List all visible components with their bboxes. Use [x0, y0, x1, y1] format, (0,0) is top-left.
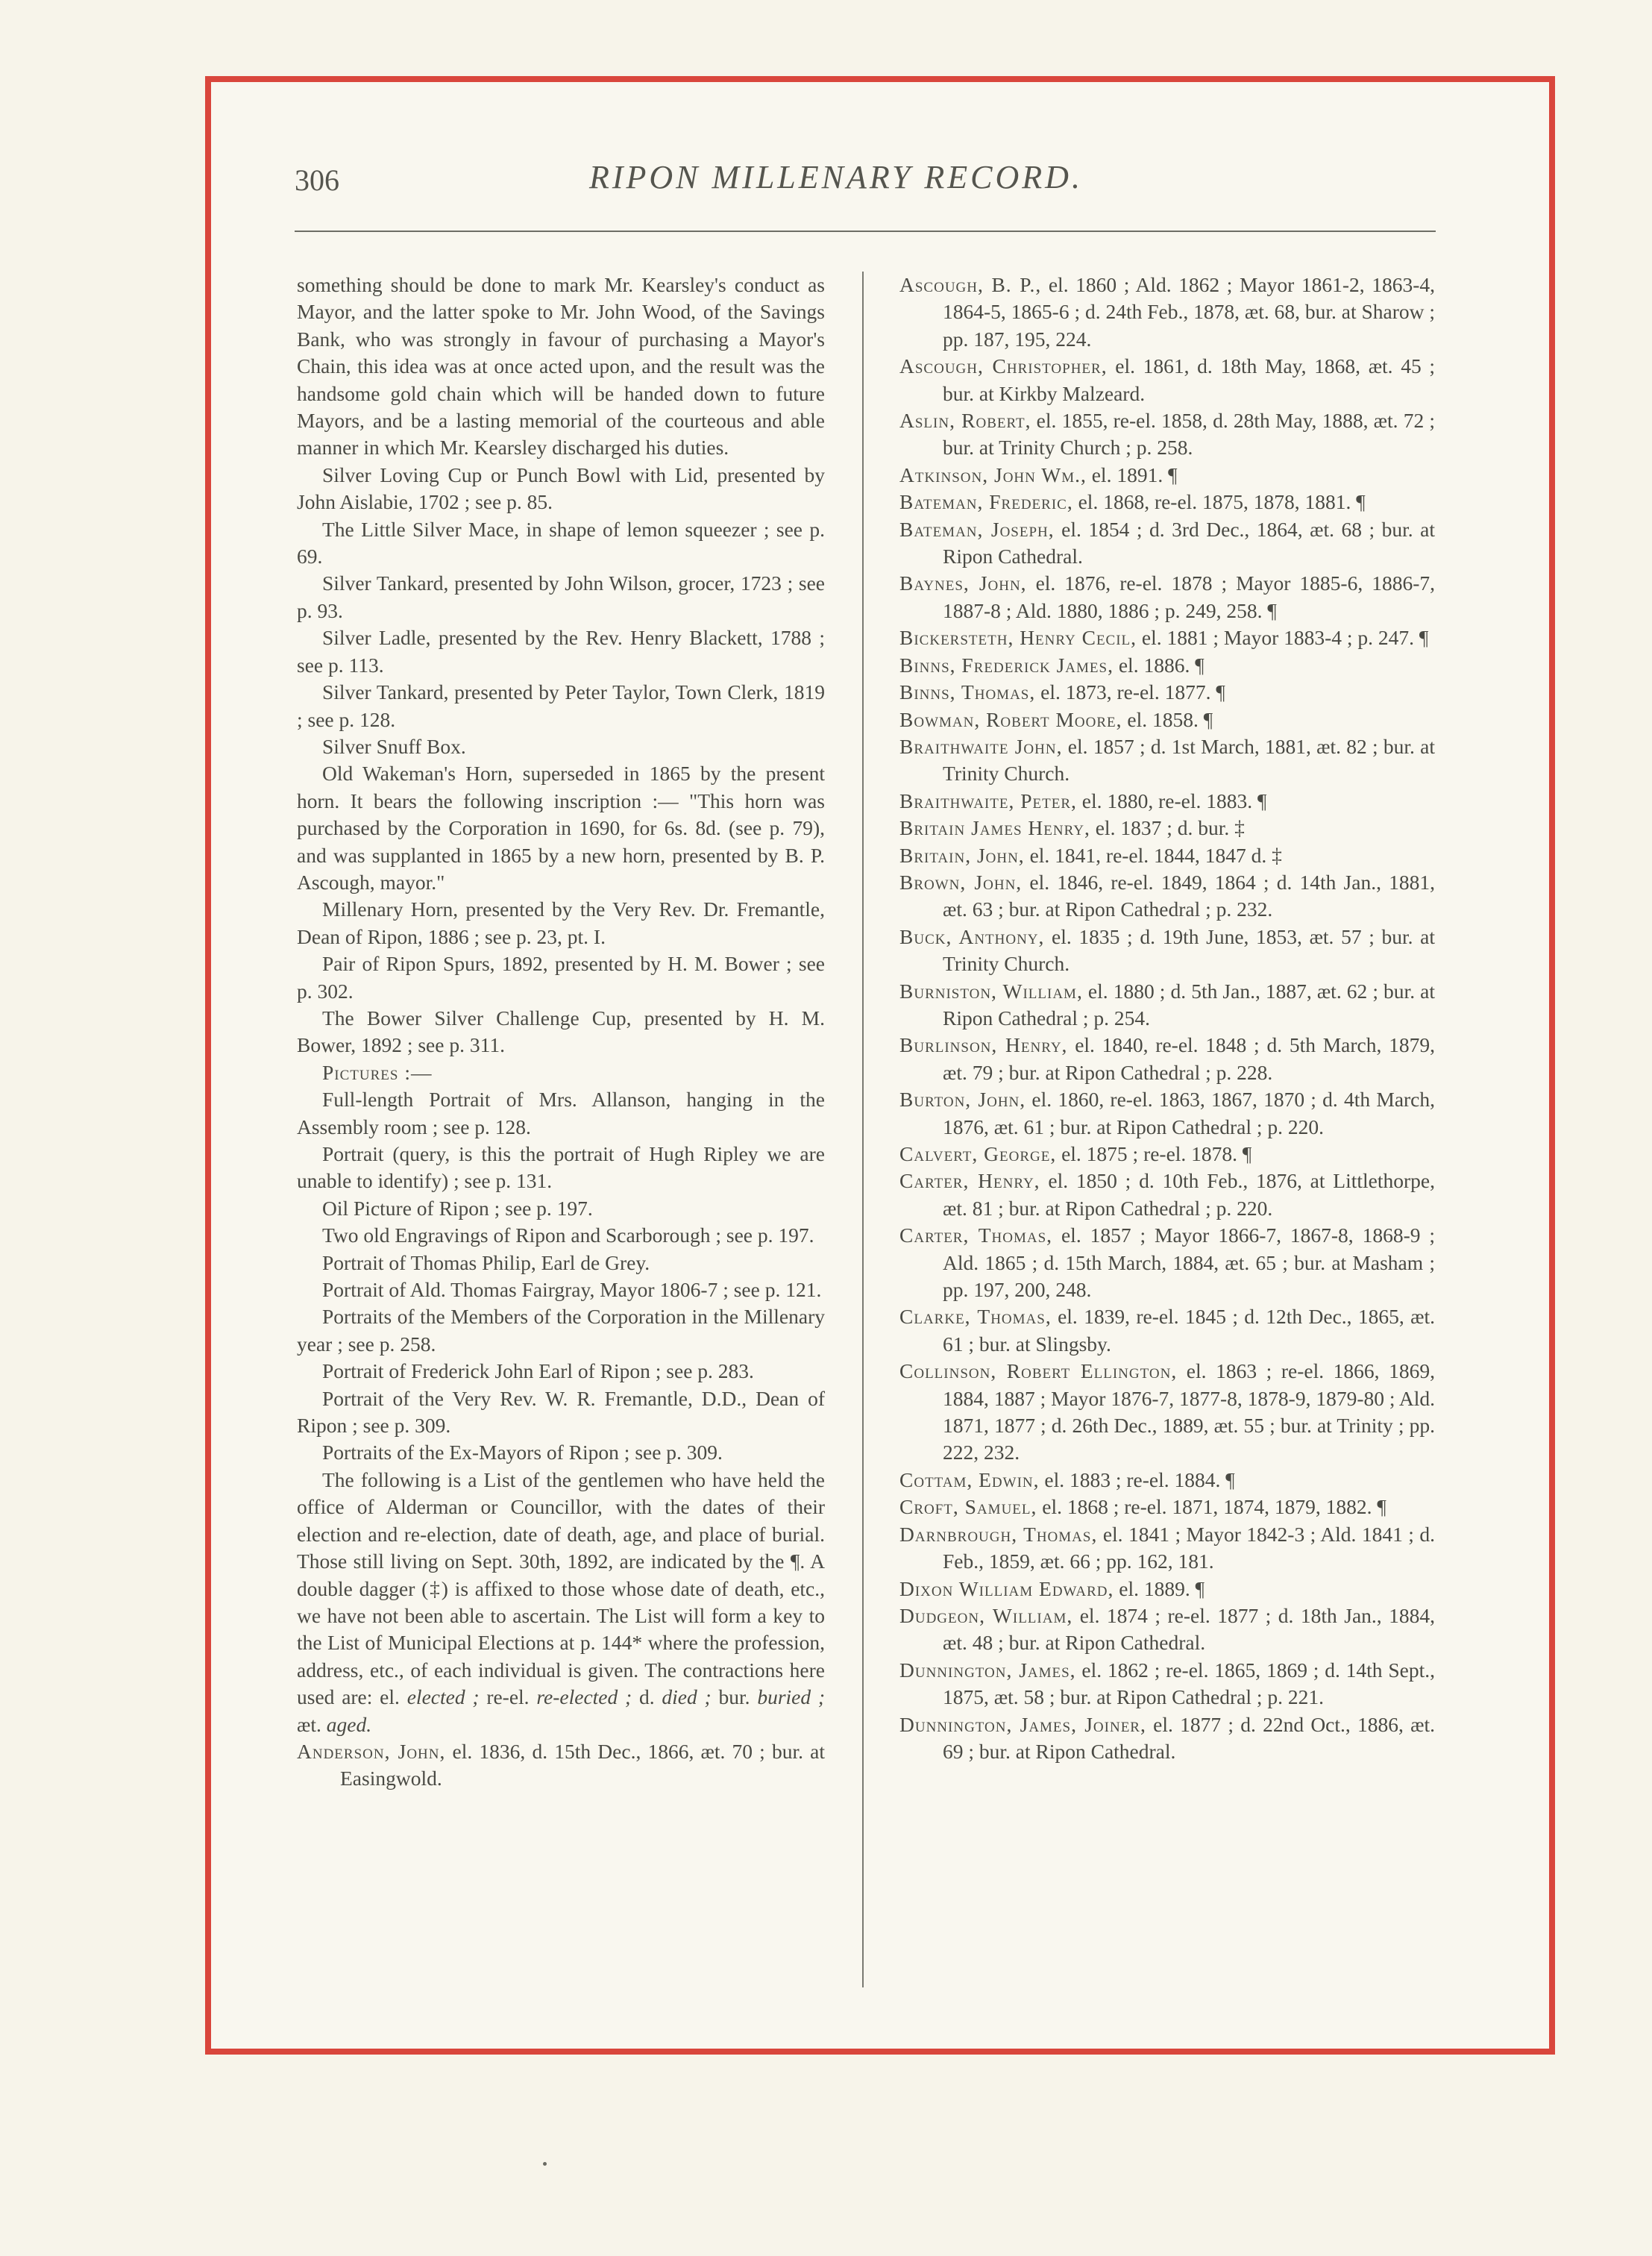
entry-name: Brown, John, [899, 870, 1023, 894]
page-number: 306 [295, 163, 339, 197]
abbreviation: æt. [297, 1712, 321, 1736]
abbreviation: re-el. [486, 1685, 530, 1709]
entry-text: el. 1841 ; Mayor 1842-3 ; Ald. 1841 ; d. Feb., 1859, æt. 66 ; pp. 162, 181. [943, 1522, 1436, 1573]
paragraph: Portrait of the Very Rev. W. R. Fremantle, D.D., Dean of Ripon ; see p. 309. [297, 1386, 825, 1438]
left-column [297, 272, 825, 1793]
column-rule [862, 272, 864, 1987]
list-entry [899, 489, 1435, 516]
list-entry [899, 924, 1435, 978]
entry-text: el. 1835 ; d. 19th June, 1853, æt. 57 ; bur. at Trinity Church. [943, 924, 1435, 976]
list-entry [899, 1576, 1435, 1602]
paragraph: Portraits of the Ex-Mayors of Ripon ; see p. 309. [322, 1441, 723, 1464]
entry-text: el. 1881 ; Mayor 1883-4 ; p. 247. ¶ [1141, 626, 1429, 650]
list-entry [899, 706, 1435, 733]
entry-name: Baynes, John, [899, 571, 1027, 595]
entry-text: el. 1846, re-el. 1849, 1864 ; d. 14th Jan., 1881, æt. 63 ; bur. at Ripon Cathedral ; p. 232. [943, 870, 1436, 921]
entry-name: Burlinson, Henry, [899, 1033, 1068, 1057]
list-entry [899, 1086, 1435, 1141]
entry-text: el. 1874 ; re-el. 1877 ; d. 18th Jan., 1884, æt. 48 ; bur. at Ripon Cathedral. [943, 1603, 1436, 1655]
paragraph: Full-length Portrait of Mrs. Allanson, hanging in the Assembly room ; see p. 128. [297, 1088, 825, 1138]
list-entry [899, 353, 1435, 407]
entry-name: Bickersteth, Henry Cecil, [899, 626, 1137, 650]
entry-text: el. 1868, re-el. 1875, 1878, 1881. ¶ [1078, 490, 1366, 514]
paragraph: Silver Ladle, presented by the Rev. Henry Blackett, 1788 ; see p. 113. [297, 626, 825, 677]
list-entry [899, 1358, 1435, 1467]
list-entry [899, 407, 1435, 462]
entry-text: el. 1880 ; d. 5th Jan., 1887, æt. 62 ; bur. at Ripon Cathedral ; p. 254. [943, 979, 1435, 1030]
list-entry [899, 1168, 1435, 1222]
entry-text: el. 1891. ¶ [1091, 463, 1178, 486]
entry-text: el. 1873, re-el. 1877. ¶ [1040, 680, 1225, 704]
entry-name: Dunnington, James, [899, 1658, 1076, 1682]
list-entry [899, 815, 1435, 842]
paragraph: The Bower Silver Challenge Cup, presented by H. M. Bower, 1892 ; see p. 311. [297, 1006, 825, 1057]
list-entry [899, 570, 1435, 624]
entry-name: Atkinson, John Wm., [899, 463, 1087, 486]
entry-text: el. 1862 ; re-el. 1865, 1869 ; d. 14th Sept., 1875, æt. 58 ; bur. at Ripon Cathedral ; p. 221. [943, 1658, 1436, 1709]
entry-name: Ascough, Christopher, [899, 354, 1108, 378]
list-entry [899, 1032, 1435, 1086]
abbreviation-meaning: died ; [662, 1685, 712, 1709]
entry-name: Braithwaite, Peter, [899, 789, 1077, 812]
abbreviation-meaning: re-elected ; [536, 1685, 632, 1709]
list-entry [899, 272, 1435, 353]
paragraph: Pair of Ripon Spurs, 1892, presented by H. M. Bower ; see p. 302. [297, 952, 825, 1003]
list-entry [297, 1738, 825, 1793]
list-entry [899, 1141, 1435, 1168]
entry-name: Britain James Henry, [899, 816, 1090, 840]
entry-text: el. 1857 ; d. 1st March, 1881, æt. 82 ; bur. at Trinity Church. [943, 734, 1436, 786]
entry-text: el. 1850 ; d. 10th Feb., 1876, at Littlethorpe, æt. 81 ; bur. at Ripon Cathedral ; p. 220. [943, 1169, 1436, 1220]
entry-text: el. 1858. ¶ [1127, 707, 1213, 731]
entry-text: el. 1889. ¶ [1119, 1576, 1205, 1600]
entry-name: Bowman, Robert Moore, [899, 707, 1122, 731]
abbreviation-meaning: aged. [326, 1712, 372, 1736]
list-entry [899, 1222, 1435, 1303]
paragraph: Two old Engravings of Ripon and Scarborough ; see p. 197. [322, 1223, 814, 1247]
entry-text: el. 1837 ; d. bur. ‡ [1095, 816, 1245, 840]
ink-speck [543, 2162, 547, 2166]
paragraph: Portrait (query, is this the portrait of Hugh Ripley we are unable to identify) ; see p. 131. [297, 1142, 825, 1193]
entry-name: Croft, Samuel, [899, 1495, 1037, 1519]
paragraph: Old Wakeman's Horn, superseded in 1865 by the present horn. It bears the following inscription :— "This horn was purchased by the Corporation in 1690, for 6s. 8d. (see p. 79), and was supplanted in 1865 by a new horn, presented by B. P. Ascough, mayor." [297, 762, 825, 894]
entry-name: Burniston, William, [899, 979, 1083, 1003]
list-entry [899, 1711, 1435, 1766]
list-entry [899, 978, 1435, 1033]
list-entry [899, 788, 1435, 815]
list-entry [899, 869, 1435, 924]
abbreviation: d. [639, 1685, 655, 1709]
entry-text: el. 1875 ; re-el. 1878. ¶ [1061, 1142, 1252, 1165]
section-heading: Pictures :— [322, 1060, 433, 1084]
entry-text: el. 1886. ¶ [1118, 653, 1205, 677]
entry-text: el. 1877 ; d. 22nd Oct., 1886, æt. 69 ; bur. at Ripon Cathedral. [943, 1712, 1435, 1763]
paragraph: Oil Picture of Ripon ; see p. 197. [322, 1196, 593, 1220]
paragraph: Portrait of Ald. Thomas Fairgray, Mayor 1806-7 ; see p. 121. [322, 1278, 822, 1302]
entry-name: Binns, Thomas, [899, 680, 1036, 704]
list-entry [899, 1467, 1435, 1494]
list-entry [899, 1303, 1435, 1358]
list-entry [899, 624, 1435, 651]
paragraph: something should be done to mark Mr. Kearsley's conduct as Mayor, and the latter spoke to Mr. John Wood, of the Savings Bank, who was strongly in favour of purchasing a Mayor's Chain, this idea was at once acted upon, and the result was the handsome gold chain which will be handed down to future Mayors, and be a lasting memorial of the courteous and able manner in which Mr. Kearsley discharged his duties. [297, 273, 825, 460]
entry-text: el. 1860, re-el. 1863, 1867, 1870 ; d. 4th March, 1876, æt. 61 ; bur. at Ripon Cathedral ; p. 220. [943, 1088, 1436, 1138]
entry-name: Bateman, Frederic, [899, 490, 1073, 514]
list-entry [899, 1494, 1435, 1520]
entry-name: Binns, Frederick James, [899, 653, 1114, 677]
entry-name: Dudgeon, William, [899, 1603, 1073, 1627]
list-entry [899, 1521, 1435, 1576]
entry-name: Darnbrough, Thomas, [899, 1522, 1098, 1546]
abbreviation: bur. [718, 1685, 750, 1709]
entry-text: el. 1863 ; re-el. 1866, 1869, 1884, 1887 ; Mayor 1876-7, 1877-8, 1878-9, 1879-80 ; Ald. 1871, 1877 ; d. 26th Dec., 1889, æt. 55 ; bur. at Trinity ; pp. 222, 232. [943, 1359, 1435, 1464]
entry-name: Carter, Thomas, [899, 1223, 1053, 1247]
list-entry [899, 679, 1435, 706]
paragraph: Silver Tankard, presented by Peter Taylor, Town Clerk, 1819 ; see p. 128. [297, 680, 825, 731]
entry-name: Cottam, Edwin, [899, 1467, 1040, 1491]
entry-text: el. 1841, re-el. 1844, 1847 d. ‡ [1029, 843, 1282, 867]
entry-name: Aslin, Robert, [899, 409, 1031, 433]
abbreviation-meaning: buried ; [757, 1685, 826, 1709]
entry-text: el. 1839, re-el. 1845 ; d. 12th Dec., 1865, æt. 61 ; bur. at Slingsby. [943, 1305, 1435, 1356]
paragraph: Portrait of Thomas Philip, Earl de Grey. [322, 1250, 650, 1274]
list-entry [899, 462, 1435, 489]
paragraph: Silver Snuff Box. [322, 734, 466, 758]
entry-name: Britain, John, [899, 843, 1025, 867]
right-column [899, 272, 1435, 1765]
entry-text: el. 1836, d. 15th Dec., 1866, æt. 70 ; bur. at Easingwold. [340, 1739, 826, 1790]
entry-text: el. 1860 ; Ald. 1862 ; Mayor 1861-2, 1863-4, 1864-5, 1865-6 ; d. 24th Feb., 1878, æt. 68, bur. at Sharow ; pp. 187, 195, 224. [943, 273, 1436, 351]
entry-name: Collinson, Robert Ellington, [899, 1359, 1178, 1383]
abbreviation-meaning: elected ; [406, 1685, 480, 1709]
paragraph: The Little Silver Mace, in shape of lemon squeezer ; see p. 69. [297, 517, 825, 568]
paragraph: Portraits of the Members of the Corporation in the Millenary year ; see p. 258. [297, 1305, 825, 1356]
entry-text: el. 1861, d. 18th May, 1868, æt. 45 ; bur. at Kirkby Malzeard. [943, 354, 1436, 405]
entry-text: el. 1840, re-el. 1848 ; d. 5th March, 1879, æt. 79 ; bur. at Ripon Cathedral ; p. 228. [943, 1033, 1436, 1084]
entry-name: Dunnington, James, Joiner, [899, 1712, 1146, 1736]
paragraph: Silver Tankard, presented by John Wilson, grocer, 1723 ; see p. 93. [297, 571, 825, 622]
entry-name: Carter, Henry, [899, 1169, 1040, 1193]
paragraph: Millenary Horn, presented by the Very Rev. Dr. Fremantle, Dean of Ripon, 1886 ; see p. 23, pt. I. [297, 897, 825, 948]
list-entry [899, 1602, 1435, 1657]
entry-name: Burton, John, [899, 1088, 1026, 1112]
list-entry [899, 652, 1435, 679]
entry-name: Clarke, Thomas, [899, 1305, 1052, 1329]
entry-text: el. 1876, re-el. 1878 ; Mayor 1885-6, 1886-7, 1887-8 ; Ald. 1880, 1886 ; p. 249, 258. ¶ [943, 571, 1435, 622]
list-entry [899, 733, 1435, 788]
intro-text: The following is a List of the gentlemen who have held the office of Alderman or Councillor, with the dates of their election and re-election, date of death, age, and place of burial. Those still living on Sept. 30th, 1892, are indicated by the ¶. A double dagger (‡) is affixed to those whose date of death, etc., we have not been able to ascertain. The List will form a key to the List of Municipal Elections at p. 144* where the profession, address, etc., of each individual is given. The contractions here used are: el. [297, 1467, 825, 1709]
entry-name: Calvert, George, [899, 1142, 1057, 1165]
paragraph: Portrait of Frederick John Earl of Ripon ; see p. 283. [322, 1359, 754, 1383]
list-entry [899, 516, 1435, 571]
entry-text: el. 1880, re-el. 1883. ¶ [1081, 789, 1267, 812]
entry-name: Braithwaite John, [899, 734, 1063, 758]
entry-name: Anderson, John, [297, 1739, 446, 1763]
paragraph: Silver Loving Cup or Punch Bowl with Lid, presented by John Aislabie, 1702 ; see p. 85. [297, 463, 825, 514]
entry-name: Dixon William Edward, [899, 1576, 1114, 1600]
entry-text: el. 1854 ; d. 3rd Dec., 1864, æt. 68 ; bur. at Ripon Cathedral. [943, 517, 1436, 568]
entry-text: el. 1857 ; Mayor 1866-7, 1867-8, 1868-9 ; Ald. 1865 ; d. 15th March, 1884, æt. 65 ; bur. at Masham ; pp. 197, 200, 248. [943, 1223, 1436, 1302]
list-introduction [297, 1467, 825, 1738]
entry-text: el. 1855, re-el. 1858, d. 28th May, 1888, æt. 72 ; bur. at Trinity Church ; p. 258. [943, 409, 1436, 460]
header-rule [295, 231, 1436, 232]
list-entry [899, 1657, 1435, 1711]
list-entry [899, 842, 1435, 869]
running-title: RIPON MILLENARY RECORD. [589, 159, 1083, 195]
entry-name: Buck, Anthony, [899, 924, 1045, 948]
entry-name: Ascough, B. P., [899, 273, 1042, 296]
entry-name: Bateman, Joseph, [899, 517, 1055, 541]
entry-text: el. 1868 ; re-el. 1871, 1874, 1879, 1882. ¶ [1042, 1495, 1386, 1519]
entry-text: el. 1883 ; re-el. 1884. ¶ [1044, 1467, 1235, 1491]
